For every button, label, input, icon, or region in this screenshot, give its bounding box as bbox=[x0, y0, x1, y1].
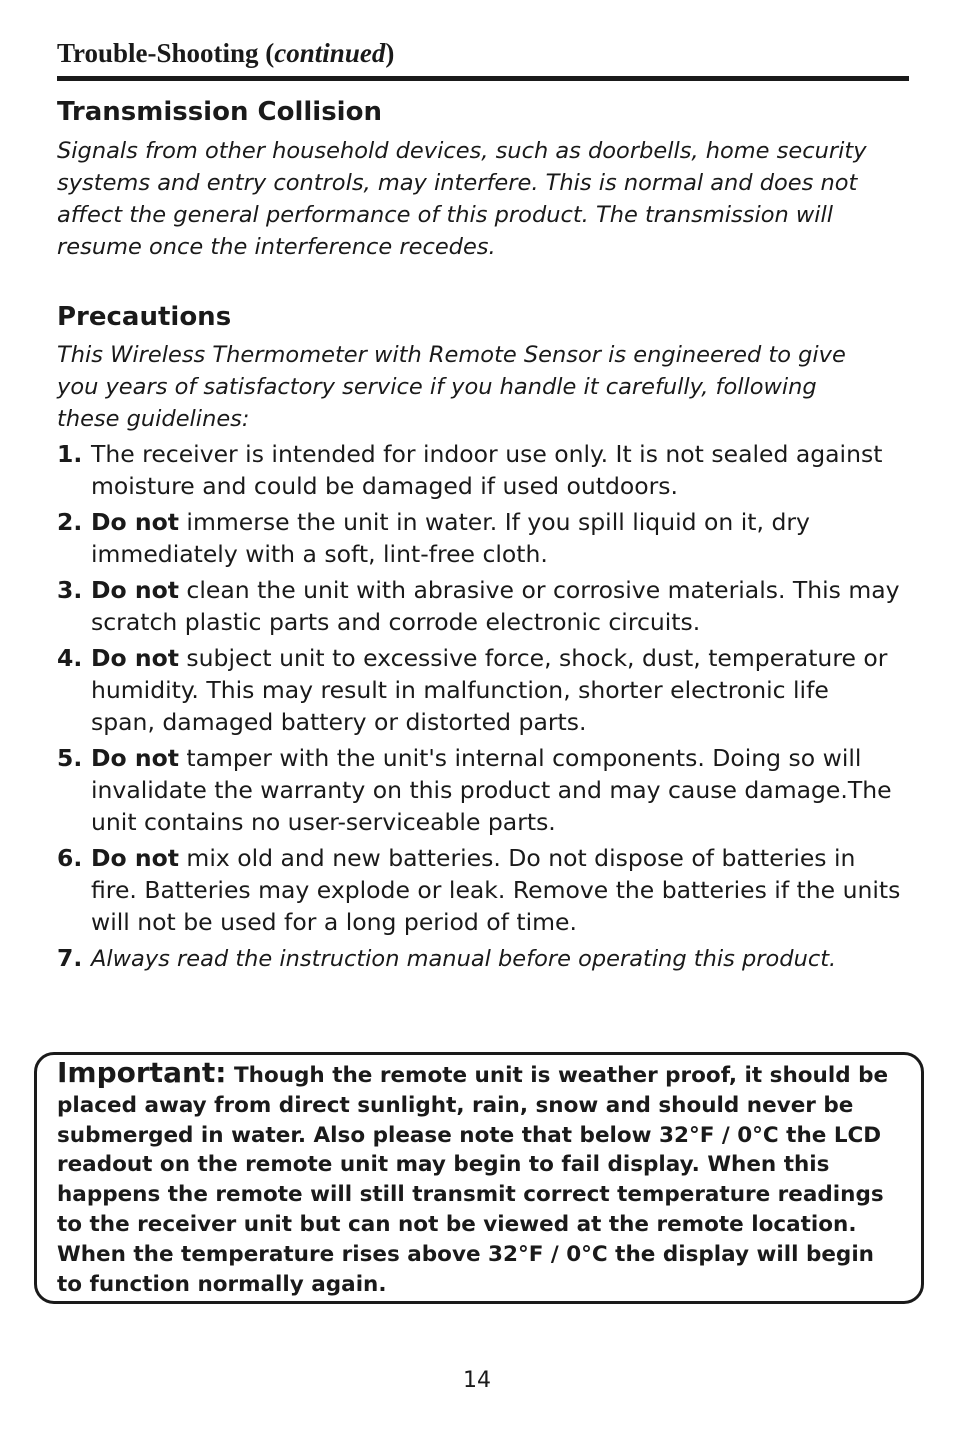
item-line: invalidate the warranty on this product and may cause damage.The bbox=[91, 776, 892, 804]
precaution-item-1 bbox=[57, 438, 927, 502]
header-title-close: ) bbox=[385, 38, 395, 68]
item-number: 4. bbox=[57, 644, 83, 672]
transmission-paragraph bbox=[57, 135, 917, 263]
transmission-line: systems and entry controls, may interfere. This is normal and does not bbox=[57, 170, 858, 196]
precaution-item-5 bbox=[57, 742, 927, 838]
precaution-item-3 bbox=[57, 574, 927, 638]
item-number: 6. bbox=[57, 844, 83, 872]
item-line bbox=[91, 942, 927, 975]
transmission-line: resume once the interference recedes. bbox=[57, 234, 496, 260]
header-title-continued: continued bbox=[274, 38, 386, 68]
item-text: mix old and new batteries. Do not dispose of batteries in bbox=[178, 844, 856, 872]
transmission-line: Signals from other household devices, such as doorbells, home security bbox=[57, 138, 867, 164]
important-line: happens the remote will still transmit correct temperature readings bbox=[57, 1182, 884, 1208]
item-lead: Do not bbox=[91, 508, 179, 536]
item-line bbox=[91, 842, 927, 874]
precautions-intro-line: This Wireless Thermometer with Remote Sensor is engineered to give bbox=[57, 342, 846, 368]
item-text: subject unit to excessive force, shock, dust, temperature or bbox=[178, 644, 888, 672]
precaution-item-4 bbox=[57, 642, 927, 738]
item-text: immerse the unit in water. If you spill liquid on it, dry bbox=[178, 508, 810, 536]
item-line: moisture and could be damaged if used outdoors. bbox=[91, 472, 679, 500]
item-line: unit contains no user-serviceable parts. bbox=[91, 808, 556, 836]
page-header bbox=[57, 34, 909, 81]
precautions-intro bbox=[57, 339, 917, 435]
important-label: Important: bbox=[57, 1056, 227, 1089]
item-text: tamper with the unit's internal components. Doing so will bbox=[178, 744, 862, 772]
precaution-item-6 bbox=[57, 842, 927, 938]
precautions-title: Precautions bbox=[57, 302, 232, 332]
important-line: readout on the remote unit may begin to fail display. When this bbox=[57, 1152, 830, 1178]
item-line bbox=[91, 438, 927, 470]
important-notice bbox=[57, 1058, 917, 1299]
precautions-list bbox=[57, 438, 927, 979]
transmission-title: Transmission Collision bbox=[57, 97, 382, 127]
important-line: to function normally again. bbox=[57, 1271, 387, 1297]
item-line: humidity. This may result in malfunction, shorter electronic life bbox=[91, 676, 829, 704]
item-line bbox=[91, 506, 927, 538]
item-number: 1. bbox=[57, 440, 83, 468]
item-line: scratch plastic parts and corrode electronic circuits. bbox=[91, 608, 701, 636]
important-line: placed away from direct sunlight, rain, snow and should never be bbox=[57, 1092, 854, 1118]
precaution-item-2 bbox=[57, 506, 927, 570]
precautions-intro-line: these guidelines: bbox=[57, 406, 250, 432]
precaution-item-7 bbox=[57, 942, 927, 975]
page-number: 14 bbox=[463, 1368, 491, 1393]
item-line bbox=[91, 642, 927, 674]
item-line: fire. Batteries may explode or leak. Remove the batteries if the units bbox=[91, 876, 901, 904]
item-line: immediately with a soft, lint-free cloth. bbox=[91, 540, 548, 568]
important-line: When the temperature rises above 32°F / 0°C the display will begin bbox=[57, 1241, 874, 1267]
transmission-line: affect the general performance of this product. The transmission will bbox=[57, 202, 834, 228]
header-title bbox=[57, 36, 394, 70]
item-number: 7. bbox=[57, 944, 83, 972]
item-line bbox=[91, 574, 927, 606]
important-line: submerged in water. Also please note that below 32°F / 0°C the LCD bbox=[57, 1122, 882, 1148]
item-lead: Do not bbox=[91, 844, 179, 872]
item-number: 2. bbox=[57, 508, 83, 536]
important-text: Though the remote unit is weather proof, it should be bbox=[226, 1063, 889, 1088]
item-text: Always read the instruction manual before operating this product. bbox=[91, 946, 837, 972]
item-lead: Do not bbox=[91, 744, 179, 772]
item-line: will not be used for a long period of time. bbox=[91, 908, 577, 936]
header-title-main: Trouble-Shooting ( bbox=[57, 38, 275, 68]
item-number: 5. bbox=[57, 744, 83, 772]
item-lead: Do not bbox=[91, 576, 179, 604]
item-number: 3. bbox=[57, 576, 83, 604]
item-text: The receiver is intended for indoor use only. It is not sealed against bbox=[91, 440, 883, 468]
item-line: span, damaged battery or distorted parts. bbox=[91, 708, 587, 736]
important-first-line bbox=[57, 1058, 917, 1091]
important-line: to the receiver unit but can not be viewed at the remote location. bbox=[57, 1211, 857, 1237]
item-text: clean the unit with abrasive or corrosive materials. This may bbox=[178, 576, 900, 604]
precautions-intro-line: you years of satisfactory service if you handle it carefully, following bbox=[57, 374, 817, 400]
item-lead: Do not bbox=[91, 644, 179, 672]
item-line bbox=[91, 742, 927, 774]
